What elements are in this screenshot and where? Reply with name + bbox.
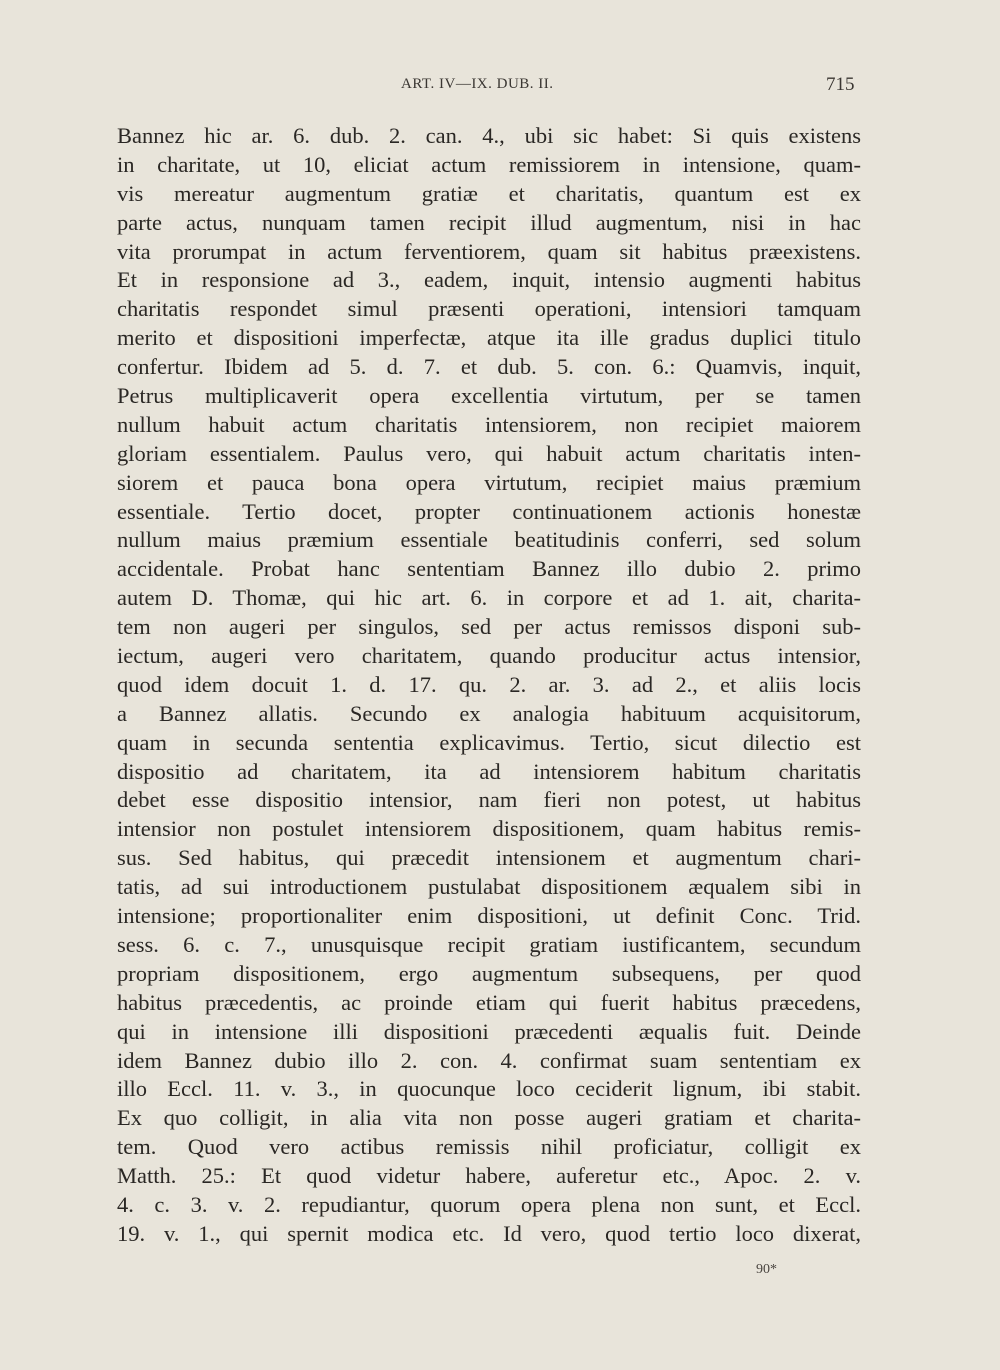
text-line: Et in responsione ad 3., eadem, inquit, intensio augmenti habitus	[117, 267, 861, 293]
text-line: vis mereatur augmentum gratiæ et charitatis, quantum est ex	[117, 180, 861, 206]
text-line: essentiale. Tertio docet, propter continuationem actionis honestæ	[117, 498, 861, 524]
text-line: gloriam essentialem. Paulus vero, qui habuit actum charitatis inten-	[117, 440, 861, 466]
running-head	[0, 76, 1000, 100]
text-line: nullum habuit actum charitatis intensiorem, non recipiet maiorem	[117, 411, 861, 437]
text-line: in charitate, ut 10, eliciat actum remissiorem in intensione, quam-	[117, 151, 861, 177]
text-line: 4. c. 3. v. 2. repudiantur, quorum opera plena non sunt, et Eccl.	[117, 1191, 861, 1217]
text-line: sus. Sed habitus, qui præcedit intensionem et augmentum chari-	[117, 845, 861, 871]
text-line: sess. 6. c. 7., unusquisque recipit gratiam iustificantem, secundum	[117, 931, 861, 957]
text-line: tem. Quod vero actibus remissis nihil proficiatur, colligit ex	[117, 1134, 861, 1160]
text-line: parte actus, nunquam tamen recipit illud augmentum, nisi in hac	[117, 209, 861, 235]
text-line: charitatis respondet simul præsenti operationi, intensiori tamquam	[117, 296, 861, 322]
text-line: qui in intensione illi dispositioni præcedenti æqualis fuit. Deinde	[117, 1018, 861, 1044]
text-line: illo Eccl. 11. v. 3., in quocunque loco ceciderit lignum, ibi stabit.	[117, 1076, 861, 1102]
text-line: Ex quo colligit, in alia vita non posse augeri gratiam et charita-	[117, 1105, 861, 1131]
text-line: intensione; proportionaliter enim dispositioni, ut definit Conc. Trid.	[117, 903, 861, 929]
text-line: tem non augeri per singulos, sed per actus remissos disponi sub-	[117, 614, 861, 640]
text-line: merito et dispositioni imperfectæ, atque ita ille gradus duplici titulo	[117, 325, 861, 351]
text-line: tatis, ad sui introductionem pustulabat dispositionem æqualem sibi in	[117, 874, 861, 900]
text-line: dispositio ad charitatem, ita ad intensiorem habitum charitatis	[117, 758, 861, 784]
text-line: propriam dispositionem, ergo augmentum subsequens, per quod	[117, 960, 861, 986]
text-line: vita prorumpat in actum ferventiorem, quam sit habitus præexistens.	[117, 238, 861, 264]
text-line: a Bannez allatis. Secundo ex analogia habituum acquisitorum,	[117, 700, 861, 726]
text-line: confertur. Ibidem ad 5. d. 7. et dub. 5. con. 6.: Quamvis, inquit,	[117, 354, 861, 380]
text-line: quam in secunda sententia explicavimus. Tertio, sicut dilectio est	[117, 729, 861, 755]
text-line: Matth. 25.: Et quod videtur habere, auferetur etc., Apoc. 2. v.	[117, 1163, 861, 1189]
text-line: idem Bannez dubio illo 2. con. 4. confirmat suam sententiam ex	[117, 1047, 861, 1073]
text-line: siorem et pauca bona opera virtutum, recipiet maius præmium	[117, 469, 861, 495]
text-line: autem D. Thomæ, qui hic art. 6. in corpore et ad 1. ait, charita-	[117, 585, 861, 611]
body-text	[117, 122, 861, 1249]
text-line: Petrus multiplicaverit opera excellentia virtutum, per se tamen	[117, 383, 861, 409]
text-line: quod idem docuit 1. d. 17. qu. 2. ar. 3. ad 2., et aliis locis	[117, 671, 861, 697]
signature-mark: 90*	[756, 1262, 777, 1277]
text-line: accidentale. Probat hanc sententiam Bannez illo dubio 2. primo	[117, 556, 861, 582]
text-line: 19. v. 1., qui spernit modica etc. Id vero, quod tertio loco dixerat,	[117, 1220, 861, 1246]
text-line: habitus præcedentis, ac proinde etiam qui fuerit habitus præcedens,	[117, 989, 861, 1015]
text-line: iectum, augeri vero charitatem, quando producitur actus intensior,	[117, 643, 861, 669]
text-line: nullum maius præmium essentiale beatitudinis conferri, sed solum	[117, 527, 861, 553]
page-number: 715	[826, 74, 855, 95]
running-head-title: ART. IV—IX. DUB. II.	[401, 76, 554, 92]
text-line: intensior non postulet intensiorem dispositionem, quam habitus remis-	[117, 816, 861, 842]
text-line: Bannez hic ar. 6. dub. 2. can. 4., ubi sic habet: Si quis existens	[117, 123, 861, 148]
text-line: debet esse dispositio intensior, nam fieri non potest, ut habitus	[117, 787, 861, 813]
